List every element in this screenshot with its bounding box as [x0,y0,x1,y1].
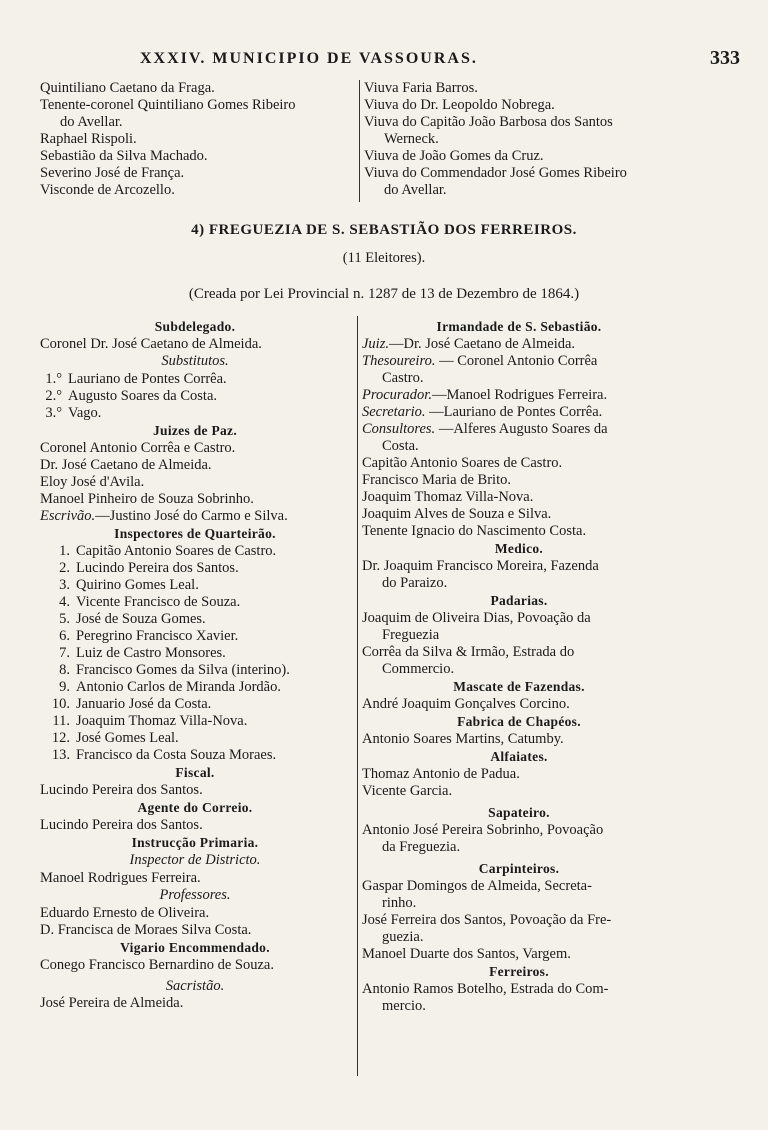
list-item: Raphael Rispoli. [40,131,137,147]
list-item: Freguezia [382,627,440,643]
heading-padarias: Padarias. [490,593,548,608]
list-item [40,577,350,594]
list-item: Tenente Ignacio do Nascimento Costa. [362,523,587,539]
item-number: 11. [52,713,70,729]
item-number: 2. [59,560,70,576]
list-item [40,645,350,662]
list-item: do Avellar. [60,114,123,130]
top-right-column [364,80,684,199]
heading-irmandade: Irmandade de S. Sebastião. [436,319,602,334]
list-item: Lucindo Pereira dos Santos. [40,817,203,833]
list-item: 1.° Lauriano de Pontes Corrêa. [45,371,227,387]
list-item: Antonio Ramos Botelho, Estrada do Com- [362,981,609,997]
heading-medico: Medico. [494,541,544,556]
column-divider [359,80,360,202]
list-item: Werneck. [384,131,439,147]
heading-fiscal: Fiscal. [175,765,215,780]
item-number: 10. [51,696,70,712]
list-item: Antonio Soares Martins, Catumby. [362,731,564,747]
list-item: Procurador.—Manoel Rodrigues Ferreira. [362,387,608,403]
heading-sacristao: Sacristão. [165,978,225,994]
list-item: Joaquim Alves de Souza e Silva. [362,506,552,522]
list-item: Coronel Antonio Corrêa e Castro. [40,440,236,456]
section-heading: 4) FREGUEZIA DE S. SEBASTIÃO DOS FERREIROS. [191,222,577,238]
list-item [40,543,350,560]
item-name: Antonio Carlos de Miranda Jordão. [76,679,281,695]
list-item: Gaspar Domingos de Almeida, Secreta- [362,878,592,894]
heading-inspector-districto: Inspector de Districto. [129,852,261,868]
heading-instrucao: Instrucção Primaria. [131,835,259,850]
list-item [40,713,350,730]
heading-sapateiro: Sapateiro. [488,805,550,820]
top-left-column [40,80,356,199]
electors-count: (11 Eleitores). [342,250,426,266]
list-item: rinho. [382,895,417,911]
list-item: Conego Francisco Bernardino de Souza. [40,957,274,973]
list-item: Joaquim de Oliveira Dias, Povoação da [362,610,591,626]
inspectores-list [40,543,350,764]
list-item: Viuva de João Gomes da Cruz. [364,148,544,164]
list-item [40,611,350,628]
item-number: 5. [59,611,70,627]
list-item: Escrivão.—Justino José do Carmo e Silva. [40,508,288,524]
item-name: Capitão Antonio Soares de Castro. [76,543,277,559]
heading-ferreiros: Ferreiros. [489,964,549,979]
list-item: D. Francisca de Moraes Silva Costa. [40,922,252,938]
list-item [40,747,350,764]
item-number: 8. [59,662,70,678]
list-item [40,679,350,696]
list-item: Dr. José Caetano de Almeida. [40,457,212,473]
item-name: José de Souza Gomes. [76,611,206,627]
list-item: Coronel Dr. José Caetano de Almeida. [40,336,262,352]
list-item: Viuva do Dr. Leopoldo Nobrega. [364,97,555,113]
left-column [40,318,350,1012]
item-name: Luiz de Castro Monsores. [76,645,226,661]
list-item: Corrêa da Silva & Irmão, Estrada do [362,644,575,660]
list-item: Costa. [382,438,419,454]
list-item: mercio. [382,998,426,1014]
item-name: Peregrino Francisco Xavier. [76,628,239,644]
list-item: da Freguezia. [382,839,461,855]
item-name: Joaquim Thomaz Villa-Nova. [76,713,248,729]
item-name: José Gomes Leal. [76,730,179,746]
list-item: Visconde de Arcozello. [40,182,175,198]
running-header [40,47,740,72]
item-number: 3. [59,577,70,593]
heading-inspectores: Inspectores de Quarteirão. [114,526,276,541]
item-number: 1. [59,543,70,559]
list-item: Dr. Joaquim Francisco Moreira, Fazenda [362,558,599,574]
item-number: 4. [59,594,70,610]
list-item: Vicente Garcia. [362,783,453,799]
list-item: Manoel Duarte dos Santos, Vargem. [362,946,571,962]
list-item: Joaquim Thomaz Villa-Nova. [362,489,534,505]
item-name: Vicente Francisco de Souza. [76,594,241,610]
heading-professores: Professores. [159,887,231,903]
column-divider [357,316,358,1076]
item-number: 13. [51,747,70,763]
list-item: Lucindo Pereira dos Santos. [40,782,203,798]
list-item: do Avellar. [384,182,447,198]
list-item: 2.° Augusto Soares da Costa. [45,388,218,404]
creation-note: (Creada por Lei Provincial n. 1287 de 13 de Dezembro de 1864.) [188,286,580,302]
heading-mascate: Mascate de Fazendas. [453,679,585,694]
list-item: Juiz.—Dr. José Caetano de Almeida. [362,336,576,352]
list-item: André Joaquim Gonçalves Corcino. [362,696,570,712]
list-item: Eduardo Ernesto de Oliveira. [40,905,210,921]
heading-carpinteiros: Carpinteiros. [478,861,560,876]
list-item: Sebastião da Silva Machado. [40,148,208,164]
heading-juizes: Juizes de Paz. [152,423,238,438]
item-number: 6. [59,628,70,644]
list-item: Manoel Pinheiro de Souza Sobrinho. [40,491,254,507]
list-item: Tenente-coronel Quintiliano Gomes Ribeiro [40,97,296,113]
item-name: Lucindo Pereira dos Santos. [76,560,239,576]
right-column [362,318,676,1015]
list-item: Viuva do Commendador José Gomes Ribeiro [364,165,627,181]
item-name: Francisco Gomes da Silva (interino). [76,662,290,678]
heading-subdelegado: Subdelegado. [154,319,236,334]
list-item: Francisco Maria de Brito. [362,472,511,488]
list-item: Secretario. —Lauriano de Pontes Corrêa. [362,404,603,420]
heading-substitutos: Substitutos. [161,353,229,369]
list-item [40,662,350,679]
item-name: Januario José da Costa. [76,696,212,712]
list-item: do Paraizo. [382,575,448,591]
heading-chapeos: Fabrica de Chapéos. [457,714,581,729]
list-item: Castro. [382,370,424,386]
list-item: Eloy José d'Avila. [40,474,145,490]
list-item: Viuva Faria Barros. [364,80,478,96]
list-item: Thesoureiro. — Coronel Antonio Corrêa [362,353,598,369]
list-item [40,628,350,645]
list-item: Antonio José Pereira Sobrinho, Povoação [362,822,604,838]
list-item: José Pereira de Almeida. [40,995,184,1011]
list-item: Viuva do Capitão João Barbosa dos Santos [364,114,613,130]
item-name: Francisco da Costa Souza Moraes. [76,747,277,763]
list-item: Commercio. [382,661,455,677]
substitutos-list [40,371,350,422]
item-number: 7. [59,645,70,661]
item-number: 12. [51,730,70,746]
list-item: Quintiliano Caetano da Fraga. [40,80,215,96]
list-item: 3.° Vago. [45,405,102,421]
heading-vigario: Vigario Encommendado. [120,940,270,955]
item-number: 9. [59,679,70,695]
list-item: José Ferreira dos Santos, Povoação da Fre- [362,912,612,928]
heading-correio: Agente do Correio. [137,800,253,815]
list-item [40,560,350,577]
list-item: Capitão Antonio Soares de Castro. [362,455,563,471]
heading-alfaiates: Alfaiates. [490,749,548,764]
list-item: Thomaz Antonio de Padua. [362,766,520,782]
list-item [40,730,350,747]
list-item: Consultores. —Alferes Augusto Soares da [362,421,608,437]
list-item: Manoel Rodrigues Ferreira. [40,870,201,886]
item-name: Quirino Gomes Leal. [76,577,199,593]
list-item: guezia. [382,929,424,945]
list-item [40,696,350,713]
page-title: XXXIV. MUNICIPIO DE VASSOURAS. [140,50,478,67]
page-number: 333 [710,47,740,69]
list-item [40,594,350,611]
list-item: Severino José de França. [40,165,185,181]
